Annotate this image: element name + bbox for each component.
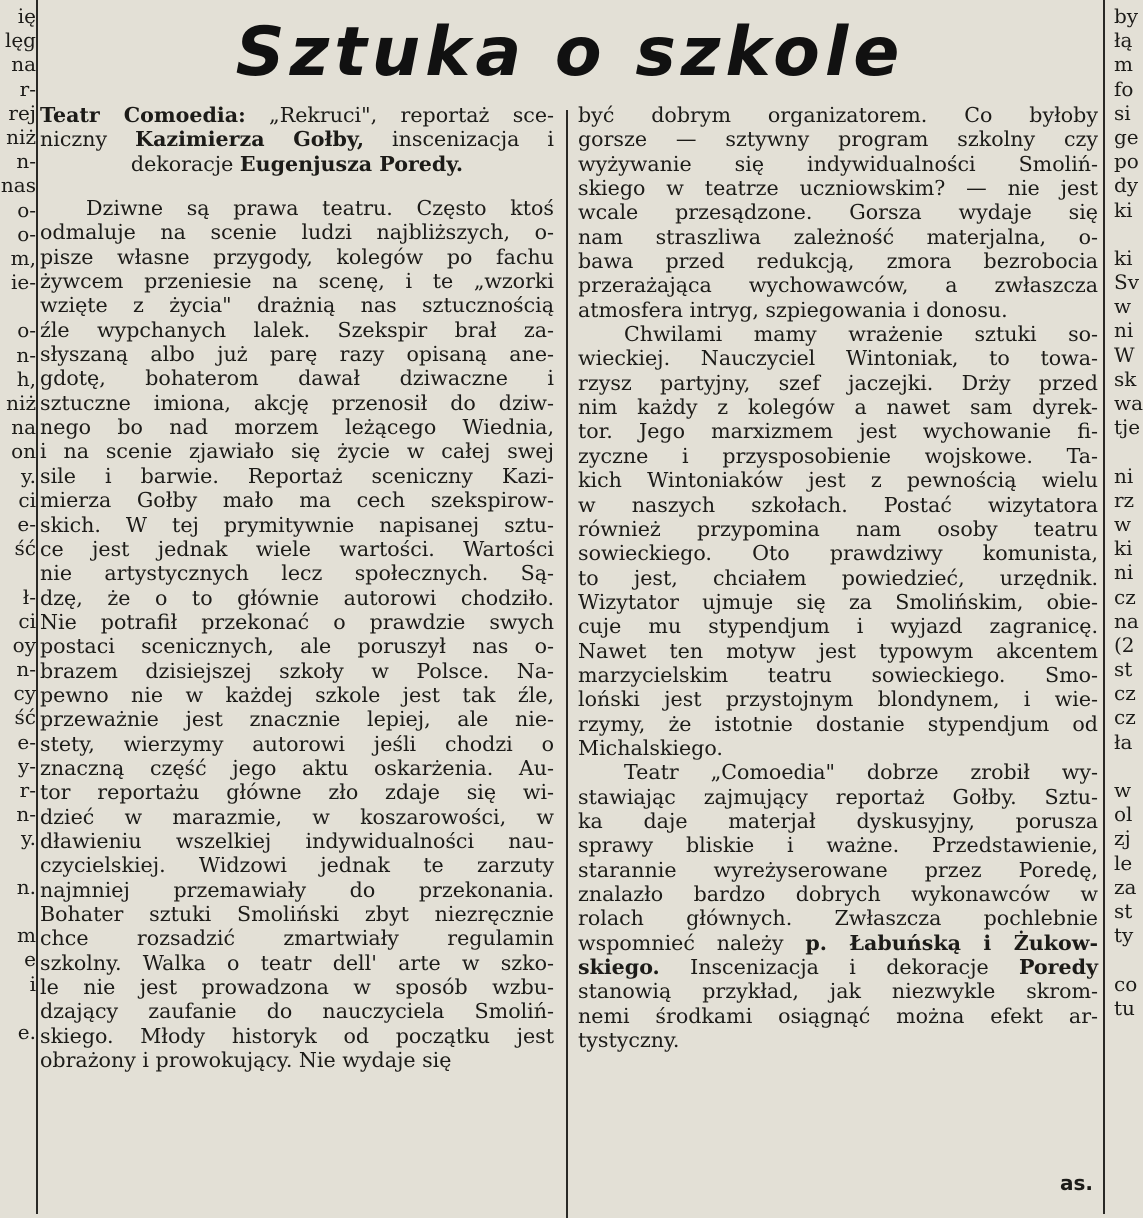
article-line: szkolny. Walka o teatr dell' arte w szko- — [40, 950, 554, 975]
left-column-fragment — [0, 4, 36, 1044]
margin-text-fragment: ni — [1114, 318, 1134, 343]
article-column-right — [578, 103, 1098, 1052]
margin-text-fragment: zj — [1114, 826, 1131, 851]
article-line: gorsze — sztywny program szkolny czy — [578, 127, 1098, 152]
article-line: dzieć w marazmie, w koszarowości, w — [40, 804, 554, 829]
article-line: wcale przesądzone. Gorsza wydaje się — [578, 200, 1098, 225]
margin-text-fragment: ci — [18, 487, 36, 512]
margin-text-fragment: tje — [1114, 415, 1141, 440]
article-line: wyżywanie się indywidualności Smoliń- — [578, 151, 1098, 176]
margin-text-fragment: m — [17, 923, 36, 948]
margin-text-fragment — [1114, 222, 1139, 246]
byline-line: Teatr Comoedia: „Rekruci", reportaż sce- — [40, 103, 554, 127]
margin-text-fragment: ci — [18, 608, 36, 633]
article-line: le nie jest prowadzona w sposób wzbu- — [40, 975, 554, 1000]
article-line: wzięte z życia" drażnią nas sztucznością — [40, 293, 554, 318]
article-line: dławieniu wszelkiej indywidualności nau- — [40, 828, 554, 853]
margin-text-fragment: ki — [1114, 536, 1133, 561]
article-line: i na scenie zjawiało się życie w całej swej — [40, 439, 554, 464]
margin-text-fragment: cy — [13, 681, 36, 706]
margin-text-fragment: r- — [19, 76, 36, 101]
margin-text-fragment: ni — [1114, 560, 1134, 585]
margin-text-fragment: W — [1114, 342, 1135, 367]
article-line: Bohater sztuki Smoliński zbyt niezręcznie — [40, 902, 554, 926]
margin-text-fragment: si — [1114, 100, 1131, 125]
article-line: ce jest jednak wiele wartości. Wartości — [40, 536, 554, 561]
article-line: wieckiej. Nauczyciel Wintoniak, to towa- — [578, 346, 1098, 371]
margin-text-fragment: e- — [17, 511, 36, 536]
article-line: Nawet ten motyw jest typowym akcentem — [578, 638, 1098, 663]
margin-text-fragment: (2 — [1114, 632, 1135, 657]
margin-text-fragment — [1114, 754, 1139, 778]
article-line: dzający zaufanie do nauczyciela Smoliń- — [40, 999, 554, 1024]
margin-text-fragment: le — [1114, 850, 1133, 875]
article-line: rzymy, że istotnie dostanie stypendjum od — [578, 711, 1098, 736]
article-line: skich. W tej prymitywnie napisanej sztu- — [40, 512, 554, 537]
article-line: Dziwne są prawa teatru. Często ktoś — [86, 196, 554, 221]
article-line: tor reportażu główne zło zdaje się wi- — [40, 780, 554, 805]
article-line: czycielskiej. Widzowi jednak te zarzuty — [40, 853, 554, 878]
left-column-rule — [36, 0, 38, 1214]
margin-text-fragment — [0, 560, 36, 584]
article-line: dzę, że o to głównie autorowi chodziło. — [40, 585, 554, 610]
article-line: skiego w teatrze uczniowskim? — nie jest — [578, 176, 1098, 201]
byline-line: niczny Kazimierza Gołby, inscenizacja i — [40, 127, 554, 152]
article-line: wspomnieć należy p. Łabuńską i Żukow- — [578, 930, 1098, 955]
margin-text-fragment: lęg — [4, 28, 36, 53]
article-line: Teatr „Comoedia" dobrze zrobił wy- — [624, 760, 1098, 785]
article-line: nim każdy z kolegów a nawet sam dyrek- — [578, 395, 1098, 420]
article-line: znaczną część jego aktu oskarżenia. Au- — [40, 755, 554, 780]
right-column-rule — [1103, 0, 1105, 1214]
margin-text-fragment: n- — [16, 802, 36, 827]
margin-text-fragment: w — [1114, 294, 1132, 319]
margin-text-fragment: nas — [0, 173, 36, 198]
article-line: starannie wyreżyserowane przez Poredę, — [578, 857, 1098, 882]
margin-text-fragment: y. — [21, 463, 36, 488]
article-line: również przypomina nam osoby teatru — [578, 516, 1098, 541]
article-line: słyszaną albo już parę razy opisaną ane- — [40, 342, 554, 367]
margin-text-fragment: łą — [1114, 28, 1133, 53]
margin-text-fragment: ki — [1114, 245, 1133, 270]
margin-text-fragment: ię — [17, 4, 36, 28]
article-line: nemi środkami osiągnąć można efekt ar- — [578, 1003, 1098, 1028]
margin-text-fragment: o- — [17, 197, 36, 222]
margin-text-fragment: m, — [10, 245, 36, 270]
article-line: znalazło bardzo dobrych wykonawców w — [578, 882, 1098, 906]
margin-text-fragment: ni — [1114, 463, 1134, 488]
margin-text-fragment: st — [1114, 898, 1133, 923]
article-line: brazem dzisiejszej szkoły w Polsce. Na- — [40, 658, 554, 683]
margin-text-fragment: by — [1114, 4, 1139, 28]
margin-text-fragment: ge — [1114, 124, 1139, 149]
article-line: atmosfera intryg, szpiegowania i donosu. — [578, 297, 1008, 322]
article-line: nego bo nad morzem leżącego Wiednia, — [40, 415, 554, 440]
margin-text-fragment: on — [11, 439, 36, 464]
article-line: żywcem przeniesie na scenę, i te „wzorki — [40, 269, 554, 294]
article-body-left — [40, 196, 554, 1072]
byline-spacer — [40, 176, 554, 196]
margin-text-fragment: co — [1114, 971, 1138, 996]
article-line: skiego. Inscenizacja i dekoracje Poredy — [578, 955, 1098, 980]
margin-text-fragment: e. — [17, 1019, 36, 1044]
margin-text-fragment: e — [24, 947, 36, 972]
article-line: gdotę, bohaterom dawał dziwaczne i — [40, 366, 554, 391]
article-line: cuje mu stypendjum i wyjazd zagranicę. — [578, 614, 1098, 639]
margin-text-fragment — [1114, 439, 1139, 463]
margin-text-fragment: cz — [1114, 584, 1136, 609]
margin-text-fragment: ść — [14, 536, 36, 561]
margin-text-fragment — [0, 996, 36, 1020]
margin-text-fragment: za — [1114, 874, 1137, 899]
article-line: Michalskiego. — [578, 735, 723, 760]
margin-text-fragment: na — [11, 415, 36, 440]
article-line: nam straszliwa zależność materjalna, o- — [578, 224, 1098, 249]
margin-text-fragment: ie- — [11, 270, 36, 295]
margin-text-fragment: w — [1114, 778, 1132, 802]
article-line: mierza Gołby mało ma cech szekspirow- — [40, 488, 554, 513]
article-line: źle wypchanych lalek. Szekspir brał za- — [40, 317, 554, 342]
article-line: bawa przed redukcją, zmora bezrobocia — [578, 249, 1098, 274]
margin-text-fragment: n- — [16, 657, 36, 682]
margin-text-fragment: y- — [17, 753, 36, 778]
article-line: postaci scenicznych, ale poruszył nas o- — [40, 634, 554, 659]
article-line: rzysz partyjny, szef jaczejki. Drży przed — [578, 370, 1098, 395]
margin-text-fragment: ść — [14, 705, 36, 730]
article-line: Chwilami mamy wrażenie sztuki so- — [624, 322, 1098, 347]
article-body-right — [578, 103, 1098, 1052]
article-line: pewno nie w każdej szkole jest tak źle, — [40, 682, 554, 707]
article-line: stanowią przykład, jak niezwykle skrom- — [578, 979, 1098, 1004]
article-line: przerażająca wychowawców, a zwłaszcza — [578, 273, 1098, 298]
margin-text-fragment: y. — [21, 826, 36, 851]
margin-text-fragment — [1114, 947, 1139, 971]
article-line: to jest, chciałem powiedzieć, urzędnik. — [578, 565, 1098, 590]
margin-text-fragment: rej — [8, 100, 36, 125]
article-line: sile i barwie. Reportaż sceniczny Kazi- — [40, 463, 554, 488]
article-line: chce rozsadzić zmartwiały regulamin — [40, 926, 554, 951]
margin-text-fragment: Sv — [1114, 270, 1139, 295]
article-line: odmaluje na scenie ludzi najbliższych, o- — [40, 220, 554, 245]
margin-text-fragment: cz — [1114, 681, 1136, 706]
article-line: stawiając zajmujący reportaż Gołby. Sztu- — [578, 784, 1098, 809]
margin-text-fragment: ty — [1114, 923, 1134, 948]
margin-text-fragment: n- — [16, 149, 36, 174]
margin-text-fragment: cz — [1114, 705, 1136, 730]
byline-line: dekoracje Eugenjusza Poredy. — [130, 151, 464, 176]
article-line: skiego. Młody historyk od początku jest — [40, 1023, 554, 1048]
article-line: Wizytator ujmuje się za Smolińskim, obie- — [578, 589, 1098, 614]
article-line: sprawy bliskie i ważne. Przedstawienie, — [578, 833, 1098, 858]
article-line: rolach głównych. Zwłaszcza pochlebnie — [578, 906, 1098, 931]
article-headline: Sztuka o szkole — [235, 13, 905, 92]
article-line: nie artystycznych lecz społecznych. Są- — [40, 561, 554, 586]
margin-text-fragment: niż — [6, 124, 36, 149]
margin-text-fragment: fo — [1114, 76, 1134, 101]
article-line: sowieckiego. Oto prawdziwy komunista, — [578, 541, 1098, 566]
margin-text-fragment: ol — [1114, 802, 1133, 827]
article-column-left — [40, 103, 554, 1072]
article-line: marzycielskim teatru sowieckiego. Smo- — [578, 662, 1098, 687]
margin-text-fragment: m — [1114, 52, 1133, 77]
margin-text-fragment — [0, 294, 36, 318]
article-line: w naszych szkołach. Postać wizytatora — [578, 492, 1098, 517]
margin-text-fragment: tu — [1114, 995, 1135, 1020]
margin-text-fragment: i — [29, 971, 36, 996]
margin-text-fragment: oy — [12, 632, 36, 657]
margin-text-fragment: e- — [17, 729, 36, 754]
article-line: Nie potrafił przekonać o prawdzie swych — [40, 609, 554, 634]
margin-text-fragment: o- — [17, 221, 36, 246]
margin-text-fragment: na — [1114, 608, 1139, 633]
margin-text-fragment — [0, 899, 36, 923]
article-line: stety, wierzymy autorowi jeśli chodzi o — [40, 731, 554, 756]
margin-text-fragment: na — [11, 52, 36, 77]
article-line: zyczne i przysposobienie wojskowe. Ta- — [578, 443, 1098, 468]
article-line: tor. Jego marxizmem jest wychowanie fi- — [578, 419, 1098, 444]
margin-text-fragment: w — [1114, 511, 1132, 536]
middle-column-rule — [566, 110, 568, 1218]
margin-text-fragment: n- — [16, 342, 36, 367]
article-line: sztuczne imiona, akcję przenosił do dziw- — [40, 390, 554, 415]
article-line: przeważnie jest znacznie lepiej, ale nie- — [40, 707, 554, 732]
margin-text-fragment: ł- — [22, 584, 36, 609]
margin-text-fragment: wa — [1114, 391, 1143, 415]
article-line: ka daje materjał dyskusyjny, porusza — [578, 808, 1098, 833]
margin-text-fragment: o- — [17, 318, 36, 343]
article-line: najmniej przemawiały do przekonania. — [40, 877, 554, 902]
margin-text-fragment: r- — [19, 778, 36, 802]
article-line: kich Wintoniaków jest z pewnością wielu — [578, 468, 1098, 493]
margin-text-fragment: ła — [1114, 729, 1133, 754]
right-column-fragment — [1114, 4, 1143, 1020]
margin-text-fragment: rz — [1114, 487, 1135, 512]
margin-text-fragment: niż — [6, 391, 36, 415]
article-line: pisze własne przygody, kolegów po fachu — [40, 244, 554, 269]
margin-text-fragment: n. — [16, 874, 36, 899]
margin-text-fragment: sk — [1114, 366, 1137, 391]
margin-text-fragment: po — [1114, 149, 1139, 174]
margin-text-fragment: dy — [1114, 173, 1139, 198]
article-line: loński jest przystojnym blondynem, i wie- — [578, 687, 1098, 712]
margin-text-fragment — [0, 851, 36, 875]
article-line: tystyczny. — [578, 1028, 680, 1053]
margin-text-fragment: ki — [1114, 197, 1133, 222]
article-line: obrażony i prowokujący. Nie wydaje się — [40, 1048, 452, 1073]
author-signature: as. — [1060, 1171, 1093, 1195]
margin-text-fragment: h, — [16, 366, 36, 391]
margin-text-fragment: st — [1114, 657, 1133, 682]
article-line: być dobrym organizatorem. Co byłoby — [578, 103, 1098, 127]
